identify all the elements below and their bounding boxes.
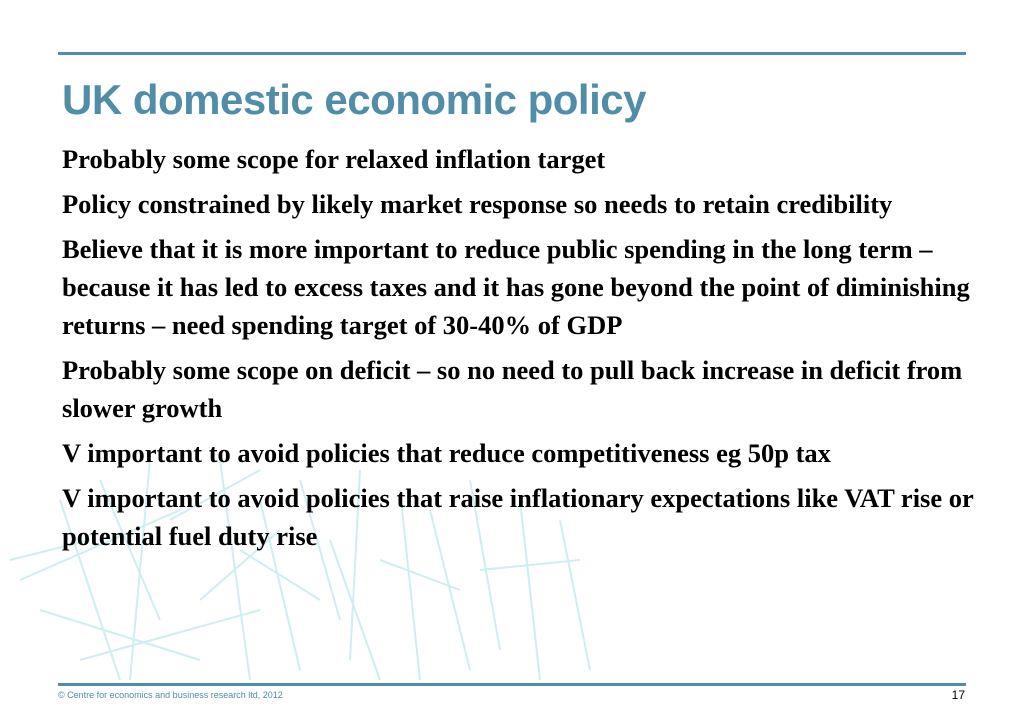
bullet-item: Believe that it is more important to reduce public spending in the long term – because it has led to excess taxes and it has gone beyond the point of diminishing returns – need spending target of 30-40% of GDP [62,234,970,340]
bullet-list [62,140,987,562]
top-rule [58,52,966,55]
footer-copyright: © Centre for economics and business research ltd, 2012 [58,690,283,700]
page-number: 17 [951,688,965,702]
bullet-item: V important to avoid policies that reduce competitiveness eg 50p tax [62,438,831,468]
bullet-item: Probably some scope for relaxed inflation target [62,144,606,174]
bullet-item: Probably some scope on deficit – so no need to pull back increase in deficit from slower growth [62,355,963,423]
bullet-item: V important to avoid policies that raise inflationary expectations like VAT rise or potential fuel duty rise [62,483,974,551]
slide-title: UK domestic economic policy [62,76,646,123]
bottom-rule [58,683,966,686]
bullet-item: Policy constrained by likely market response so needs to retain credibility [62,189,893,219]
